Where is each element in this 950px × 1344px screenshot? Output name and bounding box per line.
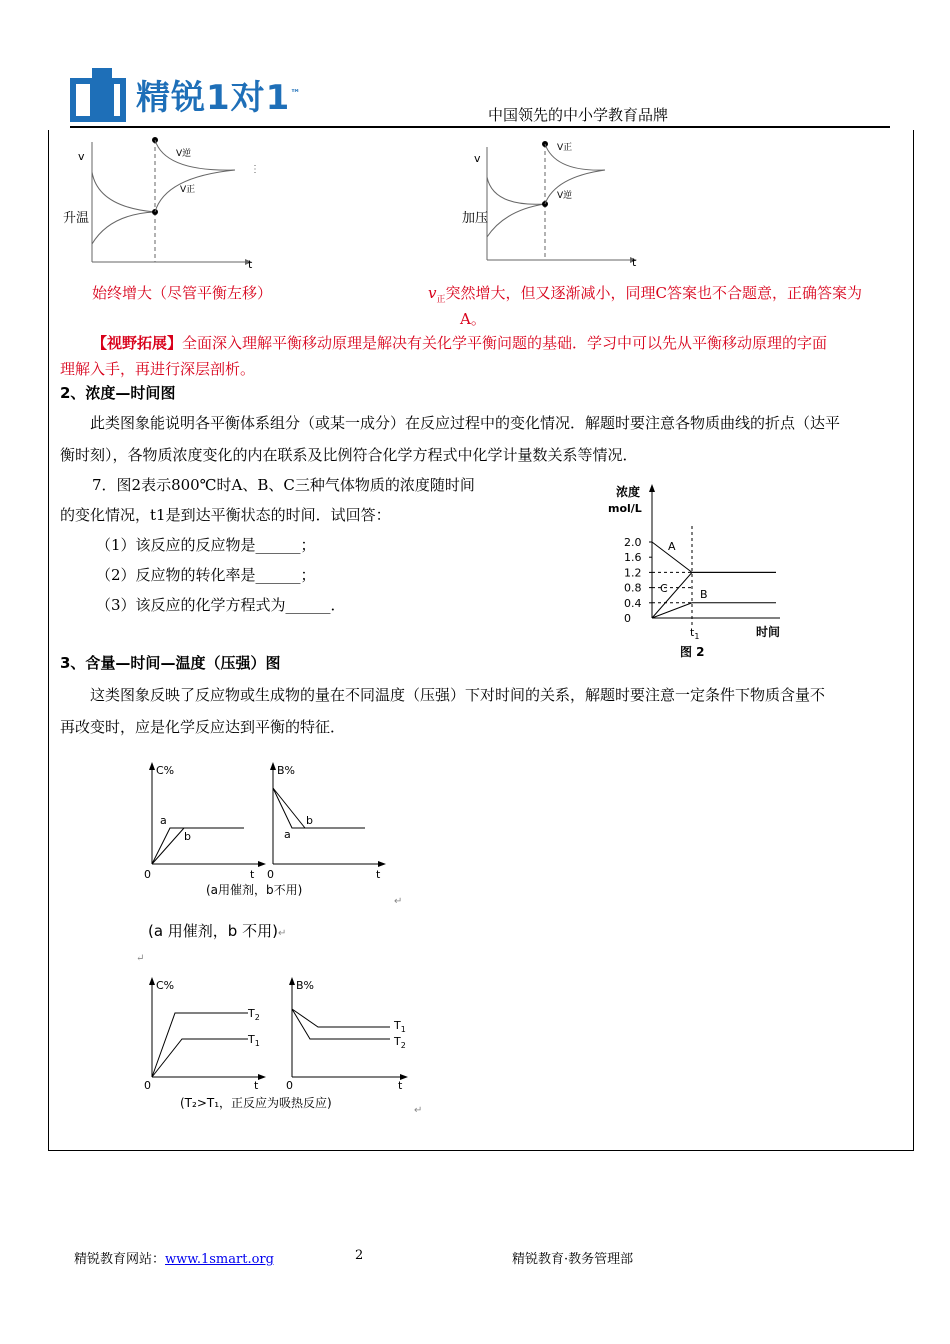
t-right: t <box>398 1079 403 1092</box>
fig2-label-b: B <box>700 588 708 601</box>
concentration-chart <box>600 478 800 668</box>
pressure-rate-graph <box>460 132 660 282</box>
header-rule <box>70 126 890 128</box>
t-left: t <box>254 1079 259 1092</box>
catalyst-graphs <box>140 760 420 910</box>
t-left: t <box>250 868 255 881</box>
q7-line1: 7．图2表示800℃时A、B、C三种气体物质的浓度随时间 <box>92 476 475 494</box>
catalyst-caption-large: (a 用催剂，b 不用)↵ <box>148 922 287 940</box>
logo-icon <box>70 68 126 122</box>
axis-t: t <box>248 258 253 271</box>
fig2-label-c: C <box>660 582 668 595</box>
pressure-label: 加压 <box>462 211 489 226</box>
curve-a-left: a <box>160 814 167 827</box>
axis-v: v <box>474 152 481 165</box>
dots-mark: ⋮ <box>250 164 260 175</box>
fig2-caption: 图 2 <box>680 645 705 659</box>
pressure-caption-line2: A。 <box>460 310 486 328</box>
q7-sub2: （2）反应物的转化率是______； <box>96 566 316 584</box>
fig2-ytick: 2.0 <box>624 536 642 549</box>
axis-v: v <box>78 150 85 163</box>
axis-t: t <box>632 256 637 269</box>
return-mark: ↵ <box>414 1105 423 1116</box>
section2-para1: 此类图象能说明各平衡体系组分（或某一成分）在反应过程中的变化情况．解题时要注意各物质曲线的折点（达平 <box>90 414 841 432</box>
label-v-fwd: V正 <box>557 143 573 153</box>
curve-b-right: b <box>306 814 313 827</box>
footer-site: 精锐教育网站：www.1smart.org <box>74 1252 274 1267</box>
temperature-graphs <box>140 975 440 1125</box>
slogan: 中国领先的中小学教育品牌 <box>488 106 669 124</box>
fig2-series-b <box>652 603 776 618</box>
fig2-ylabel1: 浓度 <box>616 485 641 499</box>
extension-line1: 【视野拓展】全面深入理解平衡移动原理是解决有关化学平衡问题的基础．学习中可以先从平衡移动原理的字面 <box>92 334 828 352</box>
section3-para2: 再改变时，应是化学反应达到平衡的特征． <box>60 718 346 736</box>
section2-heading: 2、浓度—时间图 <box>60 384 176 402</box>
heating-rate-graph <box>60 132 280 282</box>
fig2-ytick: 0.8 <box>624 581 642 595</box>
q7-sub1: （1）该反应的反应物是______； <box>96 536 316 554</box>
fig2-label-a: A <box>668 540 676 553</box>
label-t2-left: $T_2$ <box>248 1007 260 1022</box>
heating-caption: 始终增大（尽管平衡左移） <box>92 284 273 302</box>
t-right: t <box>376 868 381 881</box>
section3-para1: 这类图象反映了反应物或生成物的量在不同温度（压强）下对时间的关系，解题时要注意一定条件下物质含量不 <box>90 686 826 704</box>
left-ylabel: C% <box>156 764 175 777</box>
q7-line2: 的变化情况，t1是到达平衡状态的时间．试回答： <box>60 506 391 524</box>
fig2-ylabel2: mol/L <box>608 502 642 515</box>
section2-para2: 衡时刻），各物质浓度变化的内在联系及比例符合化学方程式中化学计量数关系等情况． <box>60 446 638 464</box>
catalyst-caption-small: (a用催剂，b不用) <box>206 883 303 897</box>
q7-sub3: （3）该反应的化学方程式为______． <box>96 596 346 614</box>
fig2-ytick: 0 <box>624 612 631 625</box>
origin-left: 0 <box>144 1079 151 1092</box>
temp-caption: (T₂>T₁，正反应为吸热反应) <box>180 1096 332 1110</box>
right-ylabel: B% <box>277 764 295 777</box>
left-ylabel: C% <box>156 979 175 992</box>
logo-text: 精锐1对1™ <box>136 78 302 118</box>
section3-heading: 3、含量—时间—温度（压强）图 <box>60 654 281 672</box>
extension-line2: 理解入手，再进行深层剖析。 <box>60 360 256 378</box>
curve-b-left: b <box>184 830 191 843</box>
footer-site-link[interactable]: www.1smart.org <box>165 1252 274 1267</box>
label-v-rev: V逆 <box>557 191 573 201</box>
label-t1-left: $T_1$ <box>248 1033 260 1048</box>
heating-label: 升温 <box>63 211 90 226</box>
fig2-ytick: 0.4 <box>624 596 642 610</box>
label-v-rev: V逆 <box>176 149 192 159</box>
fig2-xlabel: 时间 <box>756 625 781 639</box>
return-mark: ↵ <box>394 896 403 907</box>
page-number: 2 <box>355 1248 364 1263</box>
curve-a-right: a <box>284 828 291 841</box>
right-ylabel: B% <box>296 979 314 992</box>
fig2-ytick: 1.6 <box>624 551 642 565</box>
label-t2-right: $T_2$ <box>394 1035 406 1050</box>
origin-right: 0 <box>267 868 274 881</box>
label-v-fwd: V正 <box>180 185 196 195</box>
origin-right: 0 <box>286 1079 293 1092</box>
fig2-ytick: 1.2 <box>624 566 642 580</box>
footer-dept: 精锐教育·教务管理部 <box>512 1252 634 1267</box>
label-t1-right: $T_1$ <box>394 1019 406 1034</box>
return-mark: ↵ <box>136 953 145 964</box>
fig2-t1: $t_1$ <box>690 626 700 641</box>
origin-left: 0 <box>144 868 151 881</box>
pressure-caption: $v_正$突然增大，但又逐渐减小，同理C答案也不合题意，正确答案为 <box>428 284 862 305</box>
